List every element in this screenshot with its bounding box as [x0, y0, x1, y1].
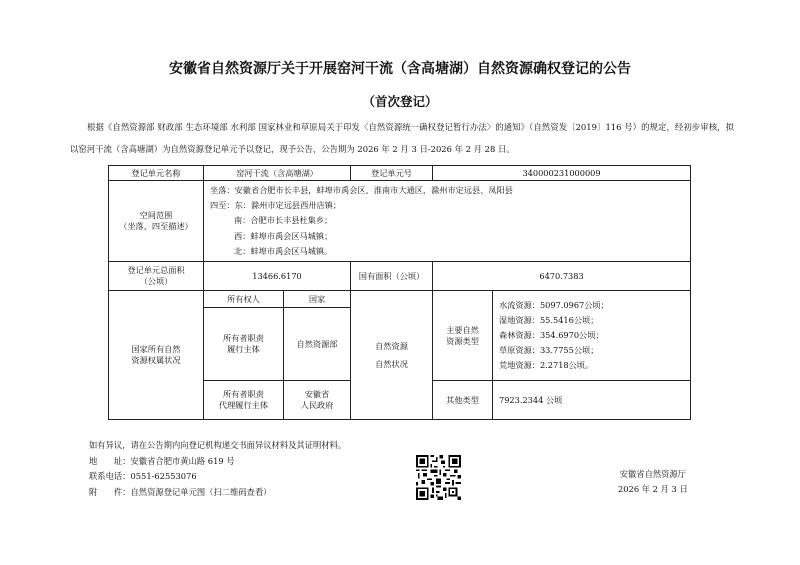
table-row [109, 291, 691, 308]
resource-value: 33.7755公顷； [539, 345, 599, 356]
duty-label-line2: 履行主体 [227, 344, 260, 355]
total-area-label: 登记单元总面积 [127, 265, 185, 276]
total-area-label-cell [109, 262, 204, 291]
owner-value: 国家 [284, 291, 351, 308]
registration-table [108, 165, 691, 420]
resource-water [499, 298, 684, 313]
unit-name-value: 窑河干流（含高塘湖） [204, 166, 351, 181]
attachment-value: 自然资源登记单元图（扫二维码查看） [130, 486, 272, 497]
boundary-south: 南：合肥市长丰县杜集乡； [234, 215, 333, 226]
attachment-label: 附 件： [89, 486, 131, 497]
resource-value: 354.6970公顷； [539, 329, 604, 340]
ownership-label-cell [109, 291, 204, 420]
scope-label-cell [109, 181, 204, 262]
duty-label-cell [204, 308, 284, 381]
address-label: 地 址： [89, 455, 131, 466]
other-type-label: 其他类型 [433, 381, 493, 420]
owner-label: 所有权人 [204, 291, 284, 308]
intro-paragraph: 根据《自然资源部 财政部 生态环境部 水利部 国家林业和草原局关于印发〈自然资源统一确权登记暂行办法〉的通知》（自然资发〔2019〕116 号）的规定，经初步审核，拟以窑河干流（含高塘湖）为自然资源登记单元予以登记，现予公告，公告期为 2026 年 2 月 3 日-2026 年 2 月 28 日。 [70, 122, 734, 154]
resource-value: 2.2718公顷。 [539, 360, 594, 371]
resource-value: 5097.0967公顷； [539, 299, 609, 310]
boundary-north: 北：蚌埠市禹会区马城镇。 [234, 245, 333, 256]
resource-list [493, 291, 691, 381]
table-row [109, 181, 691, 262]
address-value: 安徽省合肥市黄山路 619 号 [130, 455, 235, 466]
resource-name: 荒地资源： [499, 360, 540, 371]
notice-title: 安徽省自然资源厅关于开展窑河干流（含高塘湖）自然资源确权登记的公告 [169, 61, 631, 77]
address-row [89, 454, 346, 470]
total-area-value: 13466.6170 [204, 262, 351, 291]
other-type-value: 7923.2344 公顷 [493, 381, 691, 420]
phone-value: 0551-62553076 [130, 471, 197, 481]
unit-no-label: 登记单元号 [351, 166, 433, 181]
agent-value-cell [284, 381, 351, 420]
resource-name: 草原资源： [499, 345, 540, 356]
boundary-west: 西：蚌埠市禹会区马城镇； [234, 230, 333, 241]
scope-label: 空间范围 [139, 210, 173, 220]
agent-label-cell [204, 381, 284, 420]
resource-wetland [499, 313, 684, 328]
main-type-label-line1: 主要自然 [446, 324, 479, 335]
ownership-label-line1: 国家所有自然 [131, 344, 181, 355]
agent-value-line1: 安徽省 [304, 389, 330, 400]
location-text: 坐落：安徽省合肥市长丰县，蚌埠市禹会区，淮南市大通区，滁州市定远县、凤阳县 [210, 185, 513, 195]
unit-name-label: 登记单元名称 [109, 166, 204, 181]
resource-wasteland [499, 358, 684, 373]
scope-sublabel: （坐落、四至描述） [119, 221, 193, 231]
state-area-label: 国有面积（公顷） [351, 262, 433, 291]
resource-forest [499, 328, 684, 343]
ownership-label-line2: 资源权属状况 [131, 355, 181, 366]
status-label-line1: 自然资源 [375, 341, 408, 352]
issuer-name: 安徽省自然资源厅 [619, 469, 687, 479]
main-type-label-cell [433, 291, 493, 381]
unit-no-value: 340000231000009 [433, 166, 691, 181]
table-row [109, 166, 691, 181]
status-label-cell [351, 291, 433, 420]
duty-label-line1: 所有者职责 [223, 333, 264, 344]
resource-grassland [499, 343, 684, 358]
duty-value: 自然资源部 [284, 308, 351, 381]
boundary-east: 四至：东：滁州市定远县西卅店镇； [210, 200, 342, 211]
agent-label-line1: 所有者职责 [223, 389, 264, 400]
objection-note: 如有异议，请在公告期内向登记机构递交书面异议材料及其证明材料。 [89, 440, 347, 450]
agent-value-line2: 人民政府 [300, 400, 334, 411]
state-area-value: 6470.7383 [433, 262, 691, 291]
footer-block [89, 438, 346, 500]
resource-name: 湿地资源： [499, 314, 540, 325]
total-area-unit: （公顷） [139, 276, 173, 287]
notice-subtitle: （首次登记） [362, 94, 438, 109]
main-type-label-line2: 资源类型 [446, 335, 479, 346]
phone-row [89, 469, 346, 485]
phone-label: 联系电话： [89, 471, 131, 481]
resource-value: 55.5416公顷； [539, 314, 599, 325]
issue-date: 2026 年 2 月 3 日 [618, 484, 688, 494]
scope-description [204, 181, 691, 262]
signature-block [618, 467, 688, 497]
agent-label-line2: 代理履行主体 [218, 400, 269, 411]
table-row [109, 262, 691, 291]
resource-name: 森林资源： [499, 329, 540, 340]
resource-name: 水流资源： [499, 299, 540, 310]
qr-code-icon[interactable] [416, 455, 461, 500]
status-label-line2: 自然状况 [375, 359, 408, 370]
attachment-row [89, 485, 346, 501]
